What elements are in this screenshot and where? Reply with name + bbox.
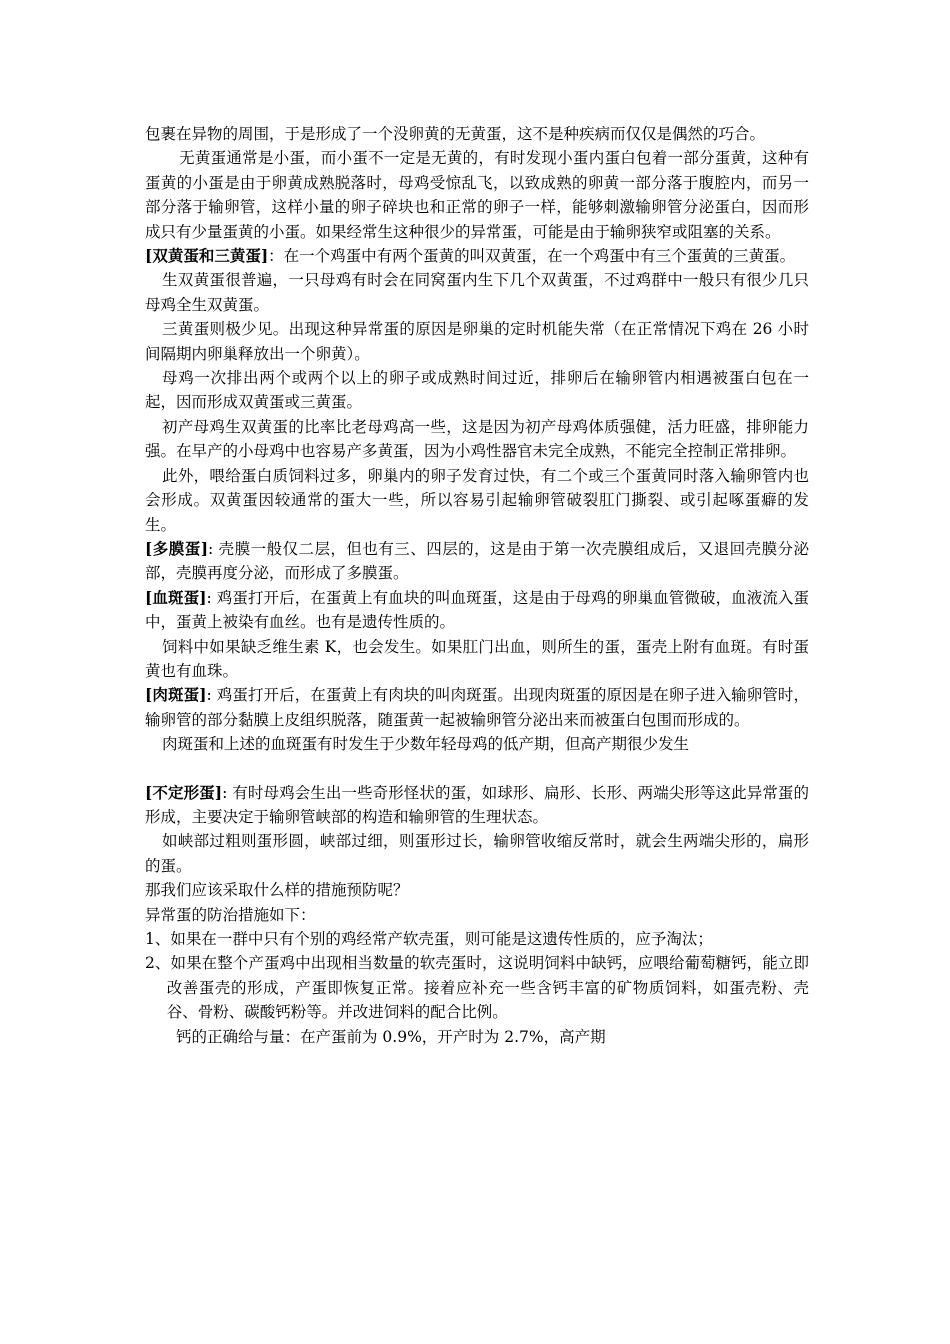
list-item-2 [145,951,809,1024]
list-item-2-number: 2、 [145,954,171,973]
list-item-2-calcium: 钙的正确给与量：在产蛋前为 0.9%，开产时为 2.7%，高产期 [176,1027,606,1046]
paragraph-wuhuangdan-end: 包裹在异物的周围，于是形成了一个没卵黄的无黄蛋，这不是种疾病而仅仅是偶然的巧合。 [145,125,766,143]
paragraph-sanhuang-rare: 三黄蛋则极少见。出现这种异常蛋的原因是卵巢的定时机能失常（在正常情况下鸡在 26 小时间隔期内卵巢释放出一个卵黄）。 [145,320,809,363]
paragraph-measures-intro: 异常蛋的防治措施如下： [145,905,316,924]
section-budingxingdan [145,781,809,830]
list-item-1 [145,927,809,951]
heading-duomodan: [多膜蛋] [145,538,209,558]
list-item-2-text: 如果在整个产蛋鸡中出现相当数量的软壳蛋时，这说明饲料中缺钙，应喂给葡萄糖钙，能立即改善蛋壳的形成，产蛋即恢复正常。接着应补充一些含钙丰富的矿物质饲料，如蛋壳粉、壳谷、骨粉、碳酸钙粉等。并改进饲料的配合比例。 [166,954,809,1022]
paragraph-shuanghuang-common: 生双黄蛋很普遍，一只母鸡有时会在同窝蛋内生下几个双黄蛋，不过鸡群中一般只有很少几只母鸡全生双黄蛋。 [145,271,809,314]
paragraph-xuebandan-def: : 鸡蛋打开后，在蛋黄上有血块的叫血斑蛋，这是由于母鸡的卵巢血管微破，血液流入蛋中，蛋黄上被染有血丝。也有是遗传性质的。 [145,588,810,632]
paragraph-xiabu: 如峡部过粗则蛋形圆，峡部过细，则蛋形过长，输卵管收缩反常时，就会生两端尖形的，扁形的蛋。 [145,832,809,875]
paragraph-vitamin-k: 饲料中如果缺乏维生素 K，也会发生。如果肛门出血，则所生的蛋，蛋壳上附有血斑。有时蛋黄也有血珠。 [145,637,809,680]
paragraph-chuchan: 初产母鸡生双黄蛋的比率比老母鸡高一些，这是因为初产母鸡体质强健，活力旺盛，排卵能力强。在早产的小母鸡中也容易产多黄蛋，因为小鸡性器官未完全成熟，不能完全控制正常排卵。 [145,417,809,461]
blank-line [145,757,809,781]
section-shuanghuangdan [145,244,809,268]
paragraph-budingxingdan-def: : 有时母鸡会生出一些奇形怪状的蛋，如球形、扁形、长形、两端尖形等这此异常蛋的形成，主要决定于输卵管峡部的构造和输卵管的生理状态。 [145,783,809,826]
heading-xuebandan: [血斑蛋] [145,587,207,607]
heading-roubandan: [肉斑蛋] [145,685,207,705]
paragraph-xiaodan: 无黄蛋通常是小蛋，而小蛋不一定是无黄的，有时发现小蛋内蛋白包着一部分蛋黄，这种有蛋黄的小蛋是由于卵黄成熟脱落时，母鸡受惊乱飞，以致成熟的卵黄一部分落于腹腔内，而另一部分落于输卵管，这样小量的卵子碎块也和正常的卵子一样，能够刺激输卵管分泌蛋白，因而形成只有少量蛋黄的小蛋。如果经常生这种很少的异常蛋，可能是由于输卵狭窄或阻塞的关系。 [145,149,809,241]
paragraph-roubandan-def: : 鸡蛋打开后，在蛋黄上有肉块的叫肉斑蛋。出现肉斑蛋的原因是在卵子进入输卵管时，输卵管的部分黏膜上皮组织脱落，随蛋黄一起被输卵管分泌出来而被蛋白包围而形成的。 [145,686,810,729]
paragraph-ciwai: 此外，喂给蛋白质饲料过多，卵巢内的卵子发育过快，有二个或三个蛋黄同时落入输卵管内也会形成。双黄蛋因较通常的蛋大一些，所以容易引起输卵管破裂肛门撕裂、或引起啄蛋癖的发生。 [145,466,809,534]
list-item-1-number: 1、 [145,930,171,948]
paragraph-shuanghuangdan-def: ：在一个鸡蛋中有两个蛋黄的叫双黄蛋，在一个鸡蛋中有三个蛋黄的三黄蛋。 [268,247,796,266]
section-duomodan [145,537,809,586]
heading-shuanghuangdan: [双黄蛋和三黄蛋] [145,246,269,266]
document-page [145,122,809,1049]
section-roubandan [145,683,809,732]
paragraph-roubandan-lowperiod: 肉斑蛋和上述的血斑蛋有时发生于少数年轻母鸡的低产期，但高产期很少发生 [162,735,690,754]
paragraph-duomodan-def: : 壳膜一般仅二层，但也有三、四层的，这是由于第一次壳膜组成后，又退回壳膜分泌部，壳膜再度分泌，而形成了多膜蛋。 [145,539,810,583]
list-item-1-text: 如果在一群中只有个别的鸡经常产软壳蛋，则可能是这遗传性质的，应予淘汰； [170,930,713,948]
paragraph-question: 那我们应该采取什么样的措施预防呢？ [145,881,409,900]
section-xuebandan [145,586,809,635]
paragraph-paoluan: 母鸡一次排出两个或两个以上的卵子或成熟时间过近，排卵后在输卵管内相遇被蛋白包在一起，因而形成双黄蛋或三黄蛋。 [145,369,809,412]
heading-budingxingdan: [不定形蛋] [145,782,223,802]
